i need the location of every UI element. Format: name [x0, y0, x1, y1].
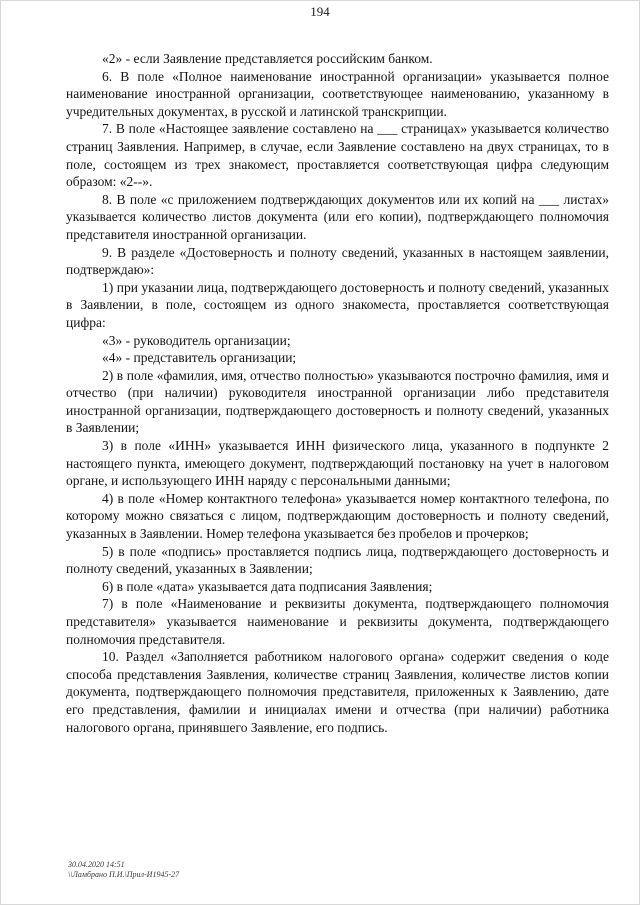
paragraph-11: 4) в поле «Номер контактного телефона» указывается номер контактного телефона, по которому можно связаться с лицом, подтверждающим достоверность и полноту сведений, указанных в Заявлении. Номер телефона указывается без пробелов и прочерков; — [66, 490, 609, 542]
paragraph-8: «4» - представитель организации; — [102, 350, 297, 366]
document-footer — [68, 860, 179, 880]
paragraph-1: «2» - если Заявление представляется российским банком. — [102, 51, 433, 66]
paragraph-15: 10. Раздел «Заполняется работником налогового органа» содержит сведения о коде способа представления Заявления, количестве страниц Заявления, количестве листов копии документа, подтверждающего полномочия представителя, приложенных к Заявлению, дате его представления, фамилии и инициалах имени и отчества (при наличии) работника налогового органа, принявшего Заявление, его подпись. — [66, 649, 609, 735]
paragraph-4: 8. В поле «с приложением подтверждающих документов или их копий на ___ листах» указывается количество листов документа (или его копии), подтверждающего полномочия представителя иностранной организации. — [66, 191, 609, 242]
paragraph-13: 6) в поле «дата» указывается дата подписания Заявления; — [102, 578, 433, 594]
footer-timestamp: 30.04.2020 14:51 — [68, 860, 125, 869]
document-body — [66, 50, 609, 736]
paragraph-7: «3» - руководитель организации; — [102, 332, 291, 348]
paragraph-5: 9. В разделе «Достоверность и полноту сведений, указанных в настоящем заявлении, подтверждаю»: — [66, 244, 609, 278]
paragraph-6: 1) при указании лица, подтверждающего достоверность и полноту сведений, указанных в Заявлении, в поле, состоящем из одного знакоместа, проставляется соответствующая цифра: — [66, 279, 609, 330]
footer-file-path: \\Ламбрано П.И.\Прил-И1945-27 — [68, 870, 180, 879]
paragraph-3: 7. В поле «Настоящее заявление составлено на ___ страницах» указывается количество страниц Заявления. Например, в случае, если Заявление составлено на двух страницах, то в поле, состоящем из трех знакомест, проставляется соответствующая цифра следующим образом: «2--». — [66, 121, 609, 190]
paragraph-9: 2) в поле «фамилия, имя, отчество полностью» указываются построчно фамилия, имя и отчество (при наличии) руководителя иностранной организации либо представителя иностранной организации, подтверждающего достоверность и полноту сведений, указанных в Заявлении; — [66, 367, 609, 436]
paragraph-12: 5) в поле «подпись» проставляется подпись лица, подтверждающего достоверность и полноту сведений, указанных в Заявлении; — [66, 543, 609, 577]
page-number: 194 — [310, 4, 330, 19]
paragraph-14: 7) в поле «Наименование и реквизиты документа, подтверждающего полномочия представителя» указывается наименование и реквизиты документа, подтверждающего полномочия представителя. — [66, 596, 609, 647]
paragraph-2: 6. В поле «Полное наименование иностранной организации» указывается полное наименование иностранной организации, соответствующее наименованию, указанному в учредительных документах, в русской и латинской транскрипции. — [66, 68, 609, 119]
paragraph-10: 3) в поле «ИНН» указывается ИНН физического лица, указанного в подпункте 2 настоящего пункта, имеющего документ, подтверждающий постановку на учет в налоговом органе, и использующего ИНН наряду с персональными данными; — [66, 438, 609, 489]
